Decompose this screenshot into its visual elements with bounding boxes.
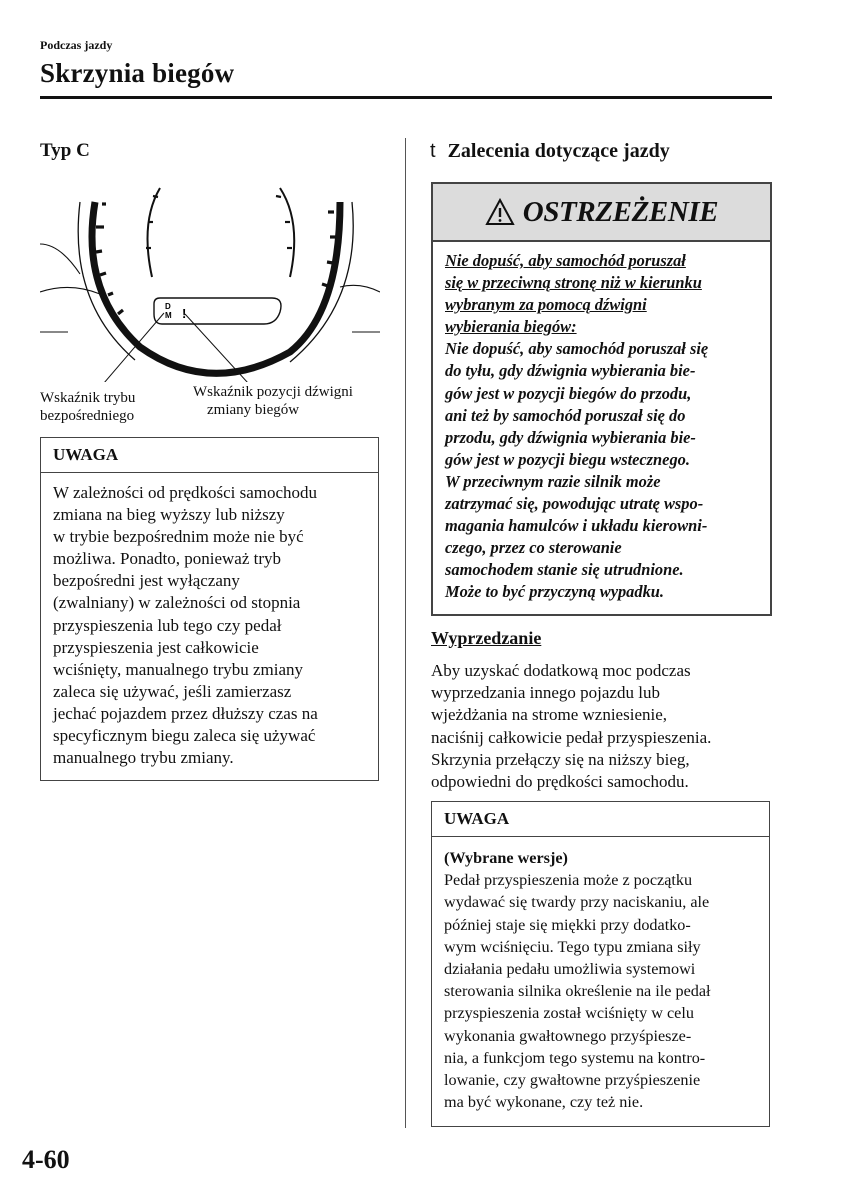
page-title: Skrzynia biegów	[40, 58, 235, 88]
note-box-left	[40, 437, 379, 781]
gear-position-indicator: !	[182, 306, 187, 321]
instrument-cluster-figure	[40, 182, 380, 382]
speedo-dial	[148, 188, 161, 277]
direct-mode-indicator: D	[165, 302, 171, 311]
warning-body: Nie dopuść, aby samochód poruszał się w przeciwną stronę niż w kierunku wybranym za pomocą dźwigni wybierania biegów: Nie dopuść, aby samochód poruszał się do tyłu, gdy dźwignia wybierania bie- gów jest w pozycji biegów do przodu, ani też by samochód poruszał się do przodu, gdy dźwignia wybierania bie- gów jest w pozycji biegu wstecznego. W przeciwnym razie silnik może zatrzymać się, powodując utratę wspo- magania hamulców i układu kierowni- czego, przez co sterowanie samochodem stanie się utrudnione. Może to być przyczyną wypadku.	[445, 251, 709, 602]
note-box-right	[431, 801, 770, 1127]
note-body: (Wybrane wersje) Pedał przyspieszenia może z początku wydawać się twardy przy naciskaniu, ale później staje się miękki przy dodatko- wym wciśnięciu. Tego typu zmiana siły działania pedału umożliwia systemowi sterowania silnika określenie na ile pedał przyspieszenia został wciśnięty w celu wykonania gwałtownego przyśpiesze- nia, a funkcjom tego systemu na kontro- lowanie, czy gwałtowne przyśpieszenie ma być wykonane, czy też nie.	[432, 837, 769, 1113]
caption-direct-mode-indicator: Wskaźnik trybu bezpośredniego	[40, 390, 136, 424]
bullet-marker: t	[430, 140, 436, 162]
manual-mode-indicator: M	[165, 311, 172, 320]
note-heading: UWAGA	[432, 802, 769, 837]
overtaking-paragraph: Aby uzyskać dodatkową moc podczas wyprzedzania innego pojazdu lub wjeżdżania na strome wzniesienie, naciśnij całkowicie pedał przyspieszenia. Skrzynia przełączy się na niższy bieg, odpowiedni do prędkości samochodu.	[431, 661, 712, 792]
warning-header	[433, 184, 770, 242]
display-window	[154, 298, 281, 324]
section-heading-driving-tips: t Zalecenia dotyczące jazdy	[430, 140, 670, 162]
page-number: 4-60	[22, 1145, 70, 1174]
note-subheading: (Wybrane wersje)	[444, 849, 568, 867]
warning-box	[431, 182, 772, 616]
overtaking-heading: Wyprzedzanie	[431, 628, 542, 648]
title-rule	[40, 96, 772, 99]
warning-title: OSTRZEŻENIE	[522, 195, 719, 228]
section-label: Podczas jazdy	[40, 38, 113, 52]
warning-triangle-icon	[485, 198, 515, 226]
note-body: W zależności od prędkości samochodu zmiana na bieg wyższy lub niższy w trybie bezpośrednim może nie być możliwa. Ponadto, ponieważ tryb bezpośredni jest wyłączany (zwalniany) w zależności od stopnia przyspieszenia lub tego czy pedał przyspieszenia jest całkowicie wciśnięty, manualnego trybu zmiany zaleca się używać, jeśli zamierzasz jechać pojazdem przez dłuższy czas na specyficznym biegu zaleca się używać manualnego trybu zmiany.	[53, 483, 318, 768]
note-heading: UWAGA	[41, 438, 378, 473]
type-label: Typ C	[40, 140, 90, 161]
column-divider	[405, 138, 406, 1128]
caption-gear-position-indicator: Wskaźnik pozycji dźwigni zmiany biegów	[193, 384, 353, 418]
